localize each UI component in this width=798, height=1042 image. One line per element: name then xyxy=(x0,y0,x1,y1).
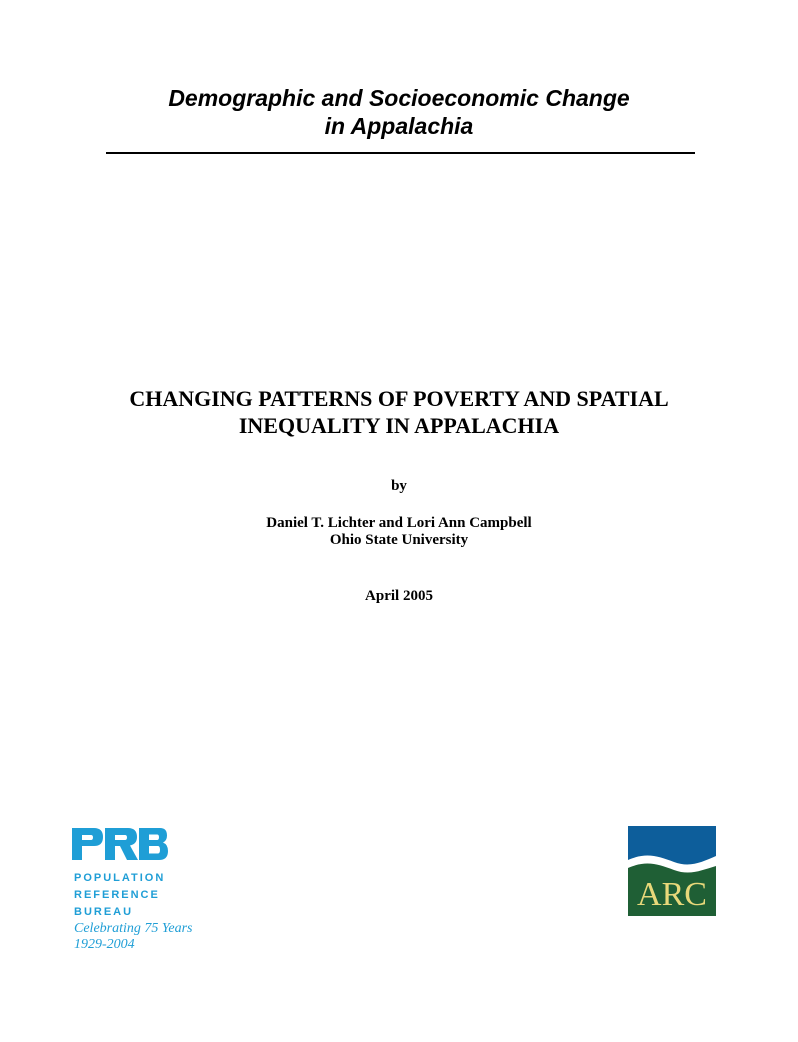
arc-logo-text: ARC xyxy=(637,876,707,913)
prb-tagline-1: Celebrating 75 Years xyxy=(74,921,193,936)
report-title-line-1: CHANGING PATTERNS OF POVERTY AND SPATIAL xyxy=(129,386,669,411)
prb-name-line-3: BUREAU xyxy=(74,906,134,918)
publication-date: April 2005 xyxy=(365,588,433,604)
prb-logo xyxy=(72,826,272,956)
header-rule xyxy=(106,152,695,154)
arc-logo-icon xyxy=(628,826,716,916)
prb-name-line-1: POPULATION xyxy=(74,872,166,884)
prb-name-line-2: REFERENCE xyxy=(74,889,160,901)
series-title-line-1: Demographic and Socioeconomic Change xyxy=(168,85,630,111)
prb-tagline-2: 1929-2004 xyxy=(74,937,135,952)
report-title-line-2: INEQUALITY IN APPALACHIA xyxy=(238,413,560,438)
authors: Daniel T. Lichter and Lori Ann Campbell xyxy=(266,515,532,531)
prb-mark-icon xyxy=(72,826,168,862)
by-label: by xyxy=(391,478,407,494)
series-title-line-2: in Appalachia xyxy=(324,113,474,139)
affiliation: Ohio State University xyxy=(329,532,469,548)
